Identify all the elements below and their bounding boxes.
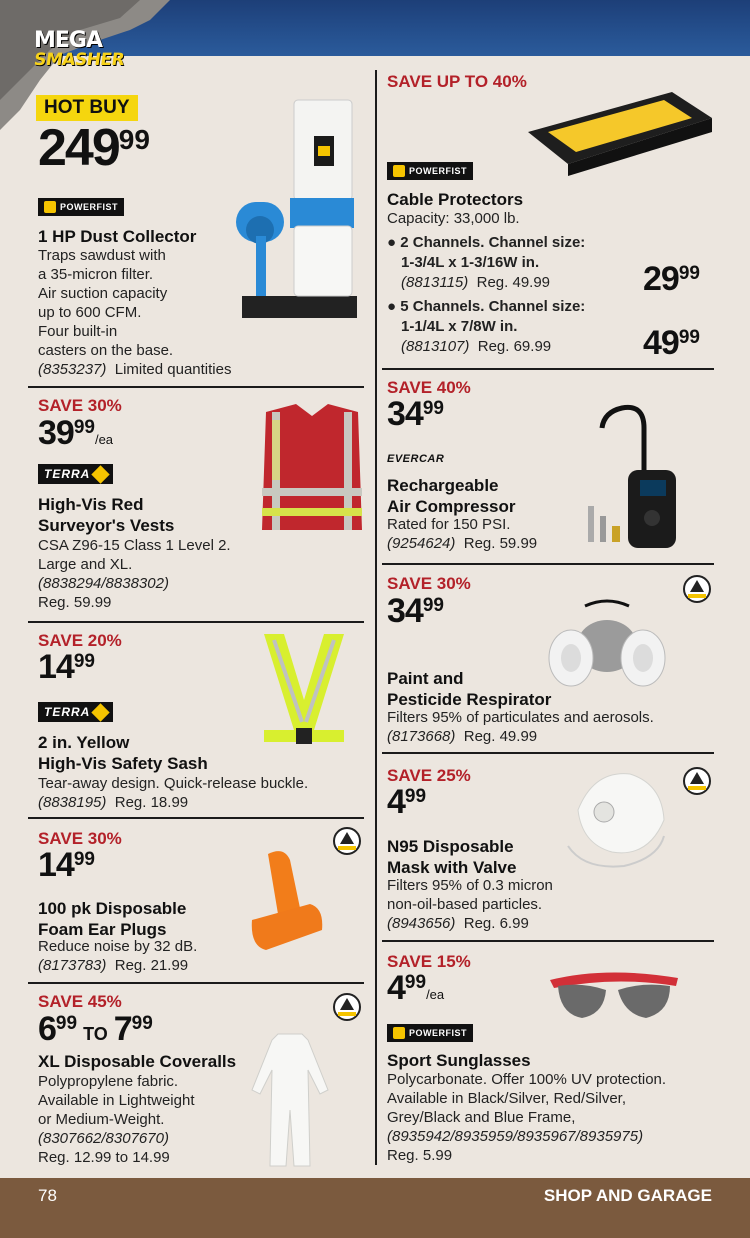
price-cents: 99 (422, 398, 444, 419)
dust-collector-price (38, 119, 150, 177)
price-main: 39 (38, 414, 74, 452)
title-line: High-Vis Safety Sash (38, 754, 208, 773)
page-footer (0, 1178, 750, 1238)
regular-price: Reg. 21.99 (114, 957, 189, 974)
title-line: High-Vis Red (38, 495, 144, 514)
price-unit: /ea (94, 432, 114, 447)
page-number: 78 (38, 1186, 57, 1205)
respirator-title (387, 668, 551, 710)
price-main: 6 (38, 1010, 56, 1048)
dust-collector-image (232, 96, 362, 332)
mask-price (387, 785, 426, 819)
air-compressor-image (582, 398, 692, 550)
sku: (8943656) (387, 915, 456, 932)
mask-title (387, 836, 516, 878)
note: Limited quantities (114, 361, 232, 378)
coveralls-image (248, 1030, 332, 1170)
logo-top-text: MEGA (34, 28, 103, 53)
n95-mask-image (564, 766, 670, 878)
hot-buy-label: HOT BUY (36, 95, 138, 121)
price-main: 34 (387, 395, 423, 433)
save-label: SAVE 45% (38, 992, 122, 1011)
compressor-title (387, 475, 515, 517)
coveralls-title: XL Disposable Coveralls (38, 1052, 237, 1071)
divider (382, 940, 714, 942)
bullet-icon: ● (387, 234, 397, 251)
price-cents: 99 (55, 1013, 78, 1034)
glasses-title: Sport Sunglasses (387, 1051, 531, 1070)
title-line: N95 Disposable (387, 837, 514, 856)
price-cents: 99 (73, 651, 95, 672)
title-line: Mask with Valve (387, 858, 517, 877)
terra-brand-logo (38, 702, 113, 722)
price-main: 4 (387, 783, 405, 821)
terra-brand-logo (38, 464, 113, 484)
desc-line: Filters 95% of 0.3 micron (387, 877, 553, 894)
safety-sash-image (256, 630, 352, 760)
save-label: SAVE 25% (387, 766, 471, 785)
option-line: 5 Channels. Channel size: (400, 298, 586, 315)
cable-protectors-title: Cable Protectors (387, 190, 524, 209)
divider (28, 621, 364, 623)
sku: (8813115) (401, 274, 469, 291)
respirator-description (387, 708, 654, 746)
sku: (8935942/8935959/8935967/8935975) (387, 1128, 644, 1145)
earplugs-price (38, 848, 95, 882)
cable-5ch-price (643, 326, 700, 360)
price-cents: 99 (73, 417, 95, 438)
desc-line: Four built-in (38, 323, 118, 340)
desc-line: Reduce noise by 32 dB. (38, 938, 198, 955)
regular-price: Reg. 18.99 (114, 794, 189, 811)
desc-line: Available in Lightweight (38, 1092, 195, 1109)
cable-capacity: Capacity: 33,000 lb. (387, 210, 520, 227)
coveralls-description (38, 1072, 195, 1167)
price-main: 14 (38, 846, 74, 884)
price-main: 249 (38, 119, 119, 177)
earplugs-description (38, 937, 197, 975)
earplugs-title (38, 898, 186, 940)
powerfist-brand-logo (38, 198, 124, 216)
fist-icon (393, 165, 405, 177)
desc-line: Filters 95% of particulates and aerosols. (387, 709, 654, 726)
sku: (8838195) (38, 794, 107, 811)
column-divider (375, 70, 377, 1165)
sku: (8838294/8838302) (38, 575, 169, 592)
desc-line: non-oil-based particles. (387, 896, 543, 913)
regular-price: Reg. 59.99 (463, 535, 538, 552)
title-line: Paint and (387, 669, 464, 688)
save-label: SAVE 30% (38, 396, 122, 415)
brand-text: POWERFIST (409, 1028, 467, 1038)
vests-title (38, 494, 174, 536)
dust-collector-title: 1 HP Dust Collector (38, 227, 197, 246)
divider (382, 368, 714, 370)
divider (28, 982, 364, 984)
sash-price (38, 650, 95, 684)
diamond-icon (92, 703, 110, 721)
price-cents: 99 (678, 263, 700, 284)
save-label: SAVE 40% (387, 378, 471, 397)
brand-text: POWERFIST (409, 166, 467, 176)
price-cents: 99 (678, 327, 700, 348)
regular-price: Reg. 6.99 (463, 915, 529, 932)
cable-option-5ch (387, 297, 585, 357)
desc-line: Traps sawdust with (38, 247, 166, 264)
brand-text: TERRA (44, 467, 91, 481)
powerfist-brand-logo (387, 1024, 473, 1042)
cable-2ch-price (643, 262, 700, 296)
regular-price: Reg. 12.99 to 14.99 (38, 1149, 170, 1166)
title-line: 2 in. Yellow (38, 733, 130, 752)
sash-title (38, 732, 208, 774)
vests-description (38, 536, 231, 612)
compressor-price (387, 397, 444, 431)
option-line: 1-1/4L x 7/8W in. (401, 318, 518, 335)
regular-price: Reg. 5.99 (387, 1147, 453, 1164)
sku: (9254624) (387, 535, 456, 552)
price-cents: 99 (73, 849, 95, 870)
price-main: 34 (387, 592, 423, 630)
desc-line: a 35-micron filter. (38, 266, 154, 283)
divider (28, 817, 364, 819)
divider (382, 752, 714, 754)
save-label: SAVE 20% (38, 631, 122, 650)
desc-line: casters on the base. (38, 342, 174, 359)
desc-line: Tear-away design. Quick-release buckle. (38, 775, 309, 792)
ear-plugs-image (244, 846, 344, 968)
dust-collector-description (38, 246, 231, 379)
brand-text: TERRA (44, 705, 91, 719)
save-label: SAVE 30% (38, 829, 122, 848)
divider (382, 563, 714, 565)
sku-line (38, 360, 231, 379)
bullet-icon: ● (387, 298, 397, 315)
evercar-brand-logo: EVERCAR (387, 453, 445, 465)
desc-line: up to 600 CFM. (38, 304, 142, 321)
desc-line: Polypropylene fabric. (38, 1073, 179, 1090)
sku: (8173668) (387, 728, 456, 745)
price-cents: 99 (131, 1013, 153, 1034)
sunglasses-image (546, 966, 682, 1026)
desc-line: Polycarbonate. Offer 100% UV protection. (387, 1071, 667, 1088)
title-line: Surveyor's Vests (38, 516, 175, 535)
price-main: 4 (387, 969, 405, 1007)
save-label: SAVE 30% (387, 574, 471, 593)
price-main: 14 (38, 648, 74, 686)
price-unit: /ea (426, 987, 445, 1002)
title-line: Pesticide Respirator (387, 690, 552, 709)
title-line: 100 pk Disposable (38, 899, 187, 918)
smasher-badge-icon (332, 992, 362, 1022)
price-main: 29 (643, 260, 679, 298)
desc-line: CSA Z96-15 Class 1 Level 2. (38, 537, 231, 554)
price-cents: 99 (404, 786, 427, 807)
sku: (8307662/8307670) (38, 1130, 169, 1147)
option-line: 2 Channels. Channel size: (400, 234, 586, 251)
title-line: Air Compressor (387, 497, 516, 516)
red-vest-image (258, 402, 366, 536)
sku: (8353237) (38, 361, 107, 378)
glasses-description (387, 1070, 666, 1165)
sku: (8813107) (401, 338, 470, 355)
price-cents: 99 (422, 595, 444, 616)
glasses-price (387, 971, 444, 1005)
smasher-badge-icon (682, 574, 712, 604)
diamond-icon (92, 465, 110, 483)
mask-description (387, 876, 553, 933)
title-line: Rechargeable (387, 476, 499, 495)
save-label: SAVE 15% (387, 952, 471, 971)
regular-price: Reg. 49.99 (463, 728, 538, 745)
save-label: SAVE UP TO 40% (387, 72, 527, 91)
option-line: 1-3/4L x 1-3/16W in. (401, 254, 540, 271)
brand-text: POWERFIST (60, 202, 118, 212)
cable-option-2ch (387, 233, 585, 293)
sku: (8173783) (38, 957, 107, 974)
desc-line: Grey/Black and Blue Frame, (387, 1109, 576, 1126)
regular-price: Reg. 59.99 (38, 594, 112, 611)
regular-price: Reg. 49.99 (476, 274, 551, 291)
desc-line: Rated for 150 PSI. (387, 516, 511, 533)
mega-smasher-logo (34, 30, 144, 69)
logo-bottom-text: SMASHER (32, 50, 126, 70)
desc-line: Air suction capacity (38, 285, 168, 302)
powerfist-brand-logo (387, 162, 473, 180)
fist-icon (393, 1027, 405, 1039)
fist-icon (44, 201, 56, 213)
respirator-image (545, 596, 671, 696)
sash-description (38, 774, 308, 812)
coveralls-price (38, 1012, 153, 1046)
price-main: 49 (643, 324, 679, 362)
smasher-badge-icon (682, 766, 712, 796)
section-title: SHOP AND GARAGE (543, 1186, 712, 1205)
compressor-description (387, 515, 537, 553)
vests-price (38, 416, 113, 450)
price-cents: 99 (404, 972, 427, 993)
divider (28, 386, 364, 388)
respirator-price (387, 594, 444, 628)
price-main: 7 (113, 1010, 132, 1048)
title-line: Foam Ear Plugs (38, 920, 167, 939)
price-cents: 99 (118, 124, 150, 155)
regular-price: Reg. 69.99 (477, 338, 552, 355)
desc-line: Large and XL. (38, 556, 133, 573)
desc-line: Available in Black/Silver, Red/Silver, (387, 1090, 627, 1107)
desc-line: or Medium-Weight. (38, 1111, 165, 1128)
cable-protector-image (524, 88, 716, 176)
price-to: TO (83, 1024, 108, 1044)
